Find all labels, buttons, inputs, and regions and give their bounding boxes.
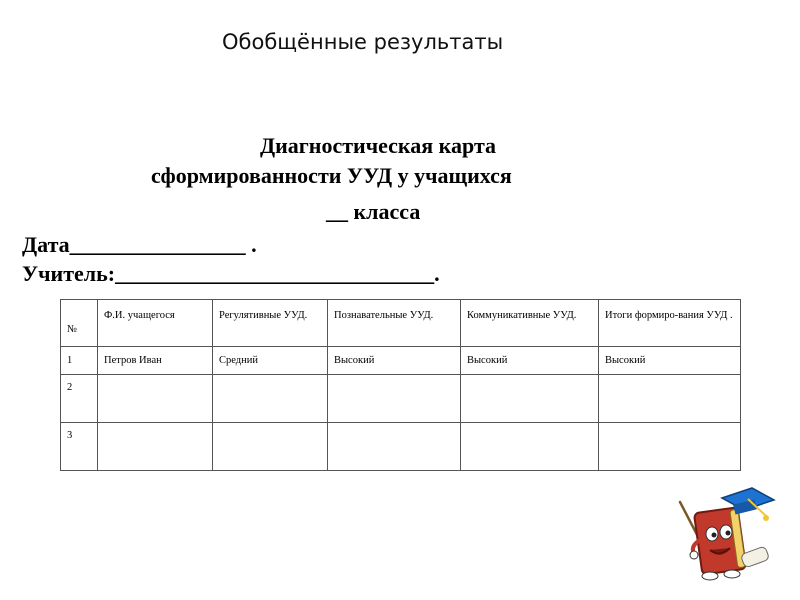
- table-cell: Петров Иван: [98, 347, 213, 375]
- date-field: Дата________________ .: [22, 232, 257, 257]
- table-cell: [461, 423, 599, 471]
- book-mascot-icon: [672, 480, 782, 590]
- table-cell: [213, 375, 328, 423]
- header-student-name: Ф.И. учащегося: [98, 300, 213, 347]
- table-row: [61, 347, 741, 375]
- table-cell: [599, 423, 741, 471]
- table-cell: 1: [61, 347, 98, 375]
- table-cell: [599, 375, 741, 423]
- card-title-line-2: сформированности УУД у учащихся: [151, 163, 512, 188]
- header-regulatory: Регулятивные УУД.: [213, 300, 328, 347]
- table-row: [61, 375, 741, 423]
- table-cell: [461, 375, 599, 423]
- header-results: Итоги формиро-вания УУД .: [599, 300, 741, 347]
- header-cognitive: Познавательные УУД.: [328, 300, 461, 347]
- table-cell: 2: [61, 375, 98, 423]
- header-communicative: Коммуникативные УУД.: [461, 300, 599, 347]
- teacher-field: Учитель:_____________________________.: [22, 261, 440, 286]
- table-cell: [98, 423, 213, 471]
- header-number: №: [61, 300, 98, 347]
- table-cell: Средний: [213, 347, 328, 375]
- card-title-line-1: Диагностическая карта: [260, 133, 497, 158]
- table-cell: [328, 423, 461, 471]
- table-cell: [213, 423, 328, 471]
- slide-title: Обобщённые результаты: [222, 30, 504, 54]
- table-header-row: [61, 300, 741, 347]
- table-cell: Высокий: [599, 347, 741, 375]
- card-title-line-3: __ класса: [326, 199, 421, 224]
- table-cell: 3: [61, 423, 98, 471]
- diagnostic-table: [60, 299, 741, 471]
- table-cell: Высокий: [461, 347, 599, 375]
- table-row: [61, 423, 741, 471]
- table-cell: [98, 375, 213, 423]
- table-cell: [328, 375, 461, 423]
- table-cell: Высокий: [328, 347, 461, 375]
